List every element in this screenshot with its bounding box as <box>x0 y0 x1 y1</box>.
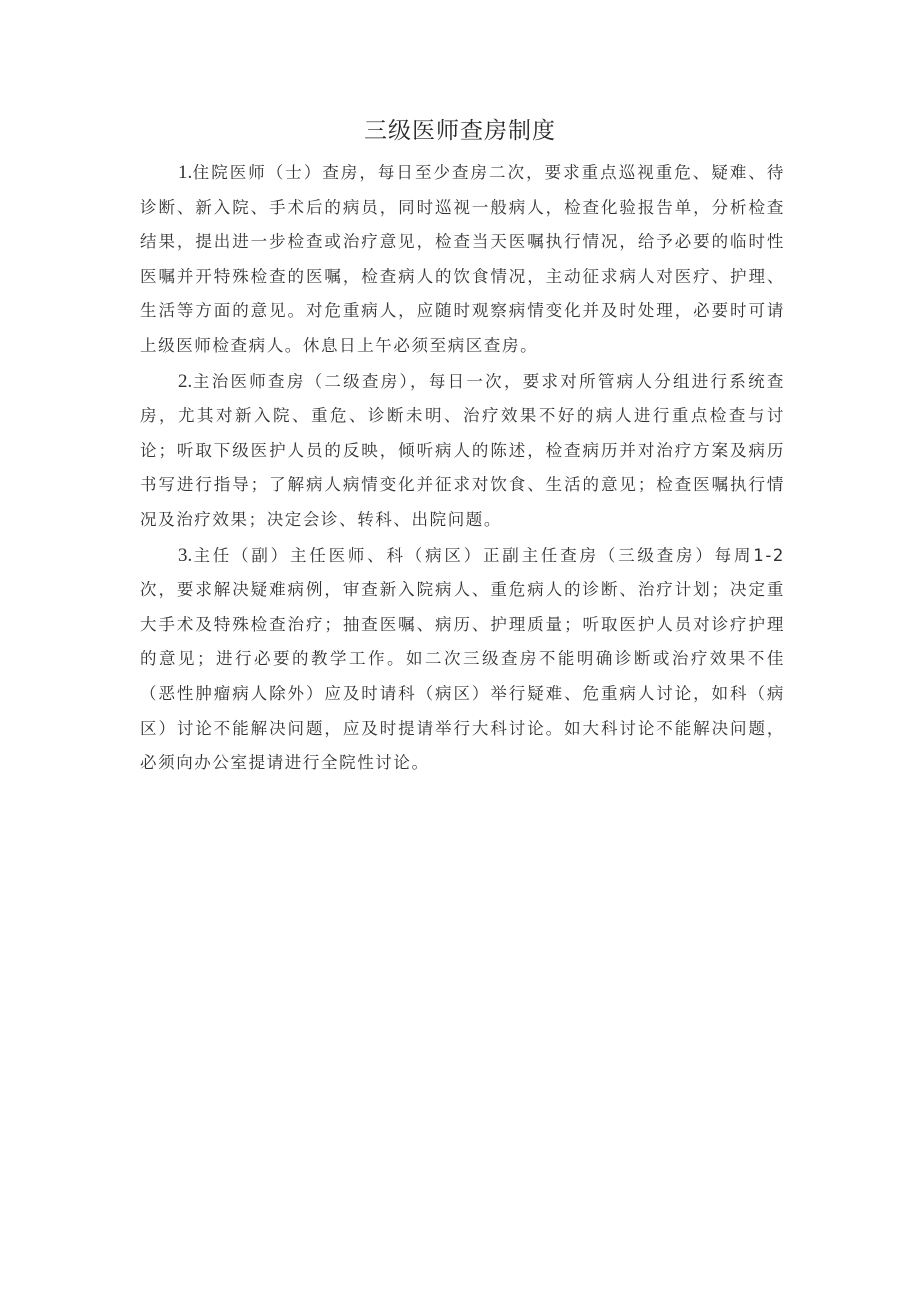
paragraph-3-number: 3. <box>178 544 193 566</box>
paragraph-3-text: 主任（副）主任医师、科（病区）正副主任查房（三级查房）每周1-2次，要求解决疑难病例，审查新入院病人、重危病人的诊断、治疗计划；决定重大手术及特殊检查治疗；抽查医嘱、病历、护理质量；听取医护人员对诊疗护理的意见；进行必要的教学工作。如二次三级查房不能明确诊断或治疗效果不佳（恶性肿瘤病人除外）应及时请科（病区）举行疑难、危重病人讨论，如科（病区）讨论不能解决问题，应及时提请举行大科讨论。如大科讨论不能解决问题，必须向办公室提请进行全院性讨论。 <box>140 545 785 773</box>
paragraph-1-text: 住院医师（士）查房，每日至少查房二次，要求重点巡视重危、疑难、待诊断、新入院、手术后的病员，同时巡视一般病人，检查化验报告单，分析检查结果，提出进一步检查或治疗意见，检查当天医嘱执行情况，给予必要的临时性医嘱并开特殊检查的医嘱，检查病人的饮食情况，主动征求病人对医疗、护理、生活等方面的意见。对危重病人，应随时观察病情变化并及时处理，必要时可请上级医师检查病人。休息日上午必须至病区查房。 <box>140 163 785 355</box>
document-title: 三级医师查房制度 <box>364 118 556 144</box>
paragraph-2-number: 2. <box>178 370 193 392</box>
paragraph-3 <box>140 539 785 781</box>
paragraph-2 <box>140 365 785 538</box>
document-body <box>140 156 785 782</box>
paragraph-2-text: 主治医师查房（二级查房），每日一次，要求对所管病人分组进行系统查房，尤其对新入院、重危、诊断未明、治疗效果不好的病人进行重点检查与讨论；听取下级医护人员的反映，倾听病人的陈述，检查病历并对治疗方案及病历书写进行指导；了解病人病情变化并征求对饮食、生活的意见；检查医嘱执行情况及治疗效果；决定会诊、转科、出院问题。 <box>140 371 785 529</box>
paragraph-1 <box>140 156 785 364</box>
paragraph-1-number: 1. <box>178 162 193 183</box>
